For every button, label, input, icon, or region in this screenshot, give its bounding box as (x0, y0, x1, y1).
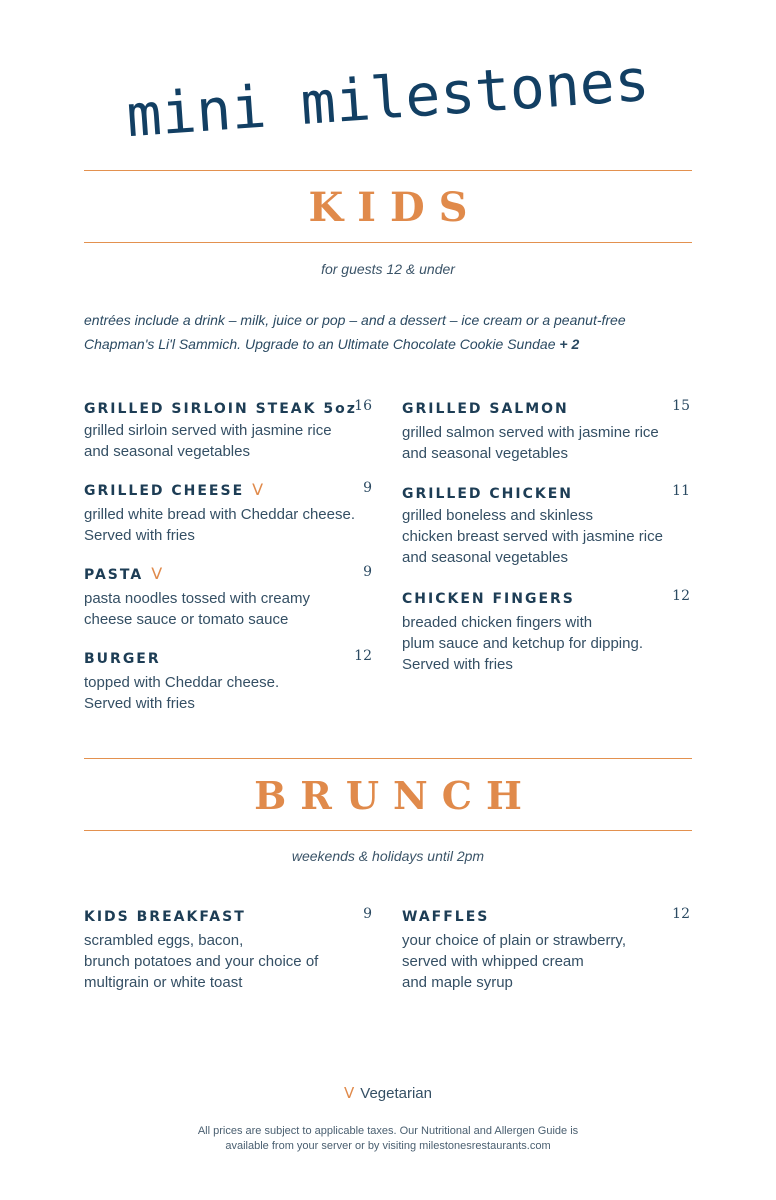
item-description: grilled white bread with Cheddar cheese. Served with fries (84, 506, 355, 544)
item-name: PASTA (84, 567, 144, 583)
item-name: WAFFLES (402, 909, 490, 925)
vegetarian-icon: V (252, 480, 264, 499)
menu-item-burger (84, 648, 372, 714)
vegetarian-icon: V (344, 1084, 355, 1102)
menu-item-grilled-sirloin-steak (84, 398, 372, 462)
item-name: GRILLED CHICKEN (402, 486, 573, 502)
item-description: pasta noodles tossed with creamy cheese sauce or tomato sauce (84, 590, 310, 628)
item-description: grilled salmon served with jasmine rice and seasonal vegetables (402, 424, 659, 462)
item-price: 12 (672, 906, 690, 922)
item-description: grilled boneless and skinless chicken breast served with jasmine rice and seasonal vegetables (402, 507, 663, 566)
footer-line-2: available from your server or by visiting milestonesrestaurants.com (225, 1140, 551, 1152)
item-price: 9 (363, 564, 372, 580)
kids-subtitle: for guests 12 & under (321, 261, 455, 277)
logo-text: mini milestones (124, 45, 652, 150)
divider-bottom-kids (84, 242, 692, 243)
kids-intro-line-1: entrées include a drink – milk, juice or pop – and a dessert – ice cream or a peanut-free (84, 312, 626, 328)
footer-line-1: All prices are subject to applicable taxes. Our Nutritional and Allergen Guide is (197, 1125, 579, 1137)
item-description: topped with Cheddar cheese. Served with fries (84, 674, 280, 712)
menu-item-grilled-salmon (402, 398, 690, 464)
item-price: 9 (363, 480, 372, 496)
item-price: 9 (363, 906, 372, 922)
brunch-subtitle: weekends & holidays until 2pm (291, 848, 485, 864)
vegetarian-icon: V (151, 564, 163, 583)
item-description: grilled sirloin served with jasmine rice and seasonal vegetables (84, 422, 332, 460)
kids-section-title: KIDS (308, 184, 482, 231)
menu-item-pasta (84, 564, 372, 630)
mini-milestones-logo (0, 40, 776, 150)
item-price: 12 (354, 648, 372, 664)
menu-item-kids-breakfast (84, 906, 372, 993)
item-name: BURGER (84, 651, 161, 667)
brunch-section-title: BRUNCH (254, 773, 536, 818)
kids-intro (84, 308, 684, 356)
kids-intro-text: Chapman's Li'l Sammich. Upgrade to an Ultimate Chocolate Cookie Sundae (84, 336, 556, 352)
item-name: GRILLED SALMON (402, 401, 569, 417)
item-description: breaded chicken fingers with plum sauce and ketchup for dipping. Served with fries (402, 614, 643, 673)
item-name: KIDS BREAKFAST (84, 909, 246, 925)
footer-note (150, 1124, 626, 1154)
menu-item-waffles (402, 906, 690, 993)
item-description: your choice of plain or strawberry, served with whipped cream and maple syrup (402, 932, 626, 991)
upgrade-price: + 2 (559, 336, 580, 352)
kids-intro-line-2 (84, 332, 684, 356)
item-price: 16 (354, 398, 372, 414)
menu-item-chicken-fingers (402, 588, 690, 675)
legend-label: Vegetarian (360, 1085, 432, 1102)
item-name: GRILLED CHEESE (84, 483, 245, 499)
menu-item-grilled-cheese (84, 480, 372, 546)
item-price: 15 (672, 398, 690, 414)
item-description: scrambled eggs, bacon, brunch potatoes and your choice of multigrain or white toast (84, 932, 319, 991)
vegetarian-legend (0, 1084, 776, 1102)
item-price: 12 (672, 588, 690, 604)
divider-top-brunch (84, 758, 692, 759)
item-name: CHICKEN FINGERS (402, 591, 575, 607)
item-name: GRILLED SIRLOIN STEAK 5oz (84, 401, 357, 417)
divider-bottom-brunch (84, 830, 692, 831)
item-price: 11 (672, 483, 690, 499)
divider-top-kids (84, 170, 692, 171)
menu-item-grilled-chicken (402, 483, 690, 568)
